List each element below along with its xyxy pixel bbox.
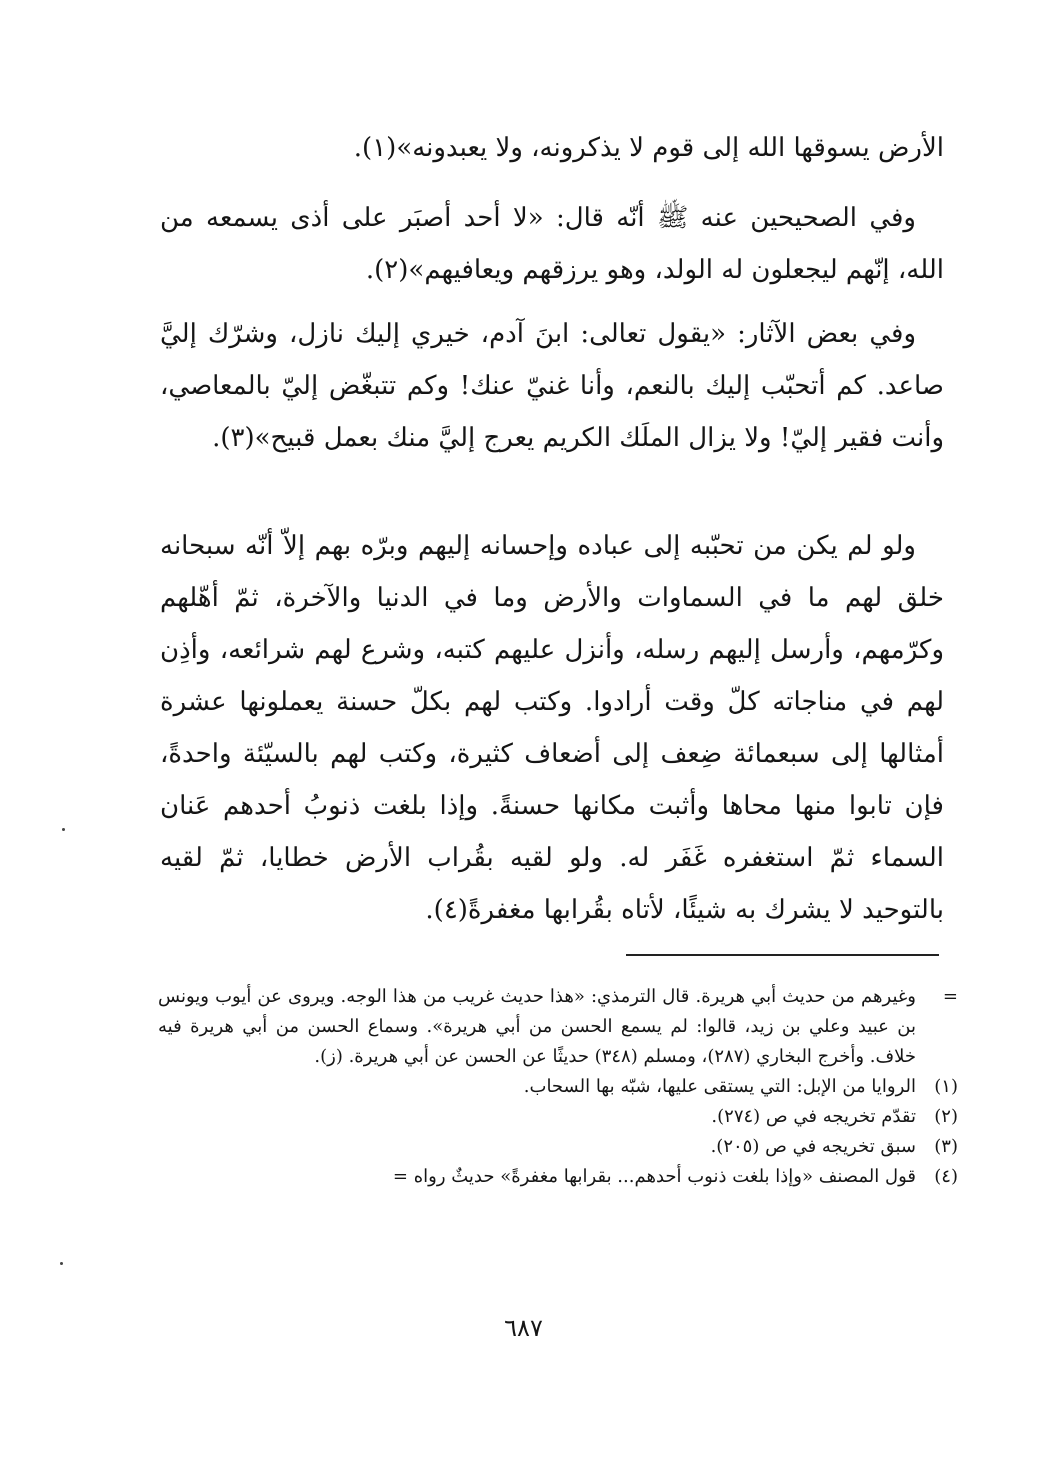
footnote-number: (٢) bbox=[934, 1106, 958, 1127]
footnote-continuation bbox=[158, 982, 958, 1072]
paragraph-4-text: ولو لم يكن من تحبّبه إلى عباده وإحسانه إليهم وبرّه بهم إلاّ أنّه سبحانه خلق لهم ما في السماوات والأرض وما في الدنيا والآخرة، ثمّ أهّلهم وكرّمهم، وأرسل إليهم رسله، وأنزل عليهم كتبه، وشرع لهم شرائعه، وأذِن لهم في مناجاته كلّ وقت أرادوا. وكتب لهم بكلّ حسنة يعملونها عشرة أمثالها إلى سبعمائة ضِعف إلى أضعاف كثيرة، وكتب لهم بالسيّئة واحدةً، فإن تابوا منها محاها وأثبت مكانها حسنةً. وإذا بلغت ذنوبُ أحدهم عَنان السماء ثمّ استغفره غَفَر له. ولو لقيه بقُراب الأرض خطايا، ثمّ لقيه بالتوحيد لا يشرك به شيئًا، لأتاه بقُرابها مغفرةً(٤). bbox=[160, 531, 944, 925]
paragraph-1 bbox=[160, 122, 944, 174]
footnote-text: الروايا من الإبل: التي يستقى عليها، شبّه بها السحاب. bbox=[523, 1076, 916, 1097]
footnote-continuation-text: وغيرهم من حديث أبي هريرة. قال الترمذي: «هذا حديث غريب من هذا الوجه. ويروى عن أيوب ويونس بن عبيد وعلي بن زيد، قالوا: لم يسمع الحسن من أبي هريرة». وسماع الحسن من أبي هريرة فيه خلاف. وأخرج البخاري (٢٨٧)، ومسلم (٣٤٨) حديثًا عن الحسن عن أبي هريرة. (ز). bbox=[158, 986, 916, 1067]
paragraph-2 bbox=[160, 192, 944, 296]
page-number: ٦٨٧ bbox=[504, 1314, 543, 1342]
footnote-number: (٣) bbox=[934, 1136, 958, 1157]
footnote-3 bbox=[158, 1132, 958, 1162]
footnote-1 bbox=[158, 1072, 958, 1102]
footnote-separator bbox=[626, 954, 939, 956]
footnote-text: تقدّم تخريجه في ص (٢٧٤). bbox=[711, 1106, 916, 1127]
continuation-mark: = bbox=[942, 986, 958, 1007]
scan-speck bbox=[60, 1262, 63, 1265]
footnote-text: سبق تخريجه في ص (٢٠٥). bbox=[710, 1136, 916, 1157]
paragraph-2-text: وفي الصحيحين عنه ﷺ أنّه قال: «لا أحد أصبَر على أذى يسمعه من الله، إنّهم ليجعلون له الولد، وهو يرزقهم ويعافيهم»(٢). bbox=[160, 203, 944, 285]
paragraph-1-text: الأرض يسوقها الله إلى قوم لا يذكرونه، ولا يعبدونه»(١). bbox=[353, 133, 944, 163]
scan-speck bbox=[62, 828, 65, 831]
footnote-4 bbox=[158, 1162, 958, 1192]
footnote-number: (٤) bbox=[934, 1166, 958, 1187]
footnote-text: قول المصنف «وإذا بلغت ذنوب أحدهم... بقرابها مغفرةً» حديثٌ رواه = bbox=[392, 1166, 916, 1187]
paragraph-3 bbox=[160, 308, 944, 464]
footnote-2 bbox=[158, 1102, 958, 1132]
paragraph-3-text: وفي بعض الآثار: «يقول تعالى: ابنَ آدم، خيري إليك نازل، وشرّك إليَّ صاعد. كم أتحبّب إليك بالنعم، وأنا غنيّ عنك! وكم تتبغّض إليّ بالمعاصي، وأنت فقير إليّ! ولا يزال الملَك الكريم يعرج إليَّ منك بعمل قبيح»(٣). bbox=[160, 319, 944, 453]
footnotes bbox=[158, 982, 958, 1192]
paragraph-4 bbox=[160, 520, 944, 936]
footnote-number: (١) bbox=[934, 1076, 958, 1097]
